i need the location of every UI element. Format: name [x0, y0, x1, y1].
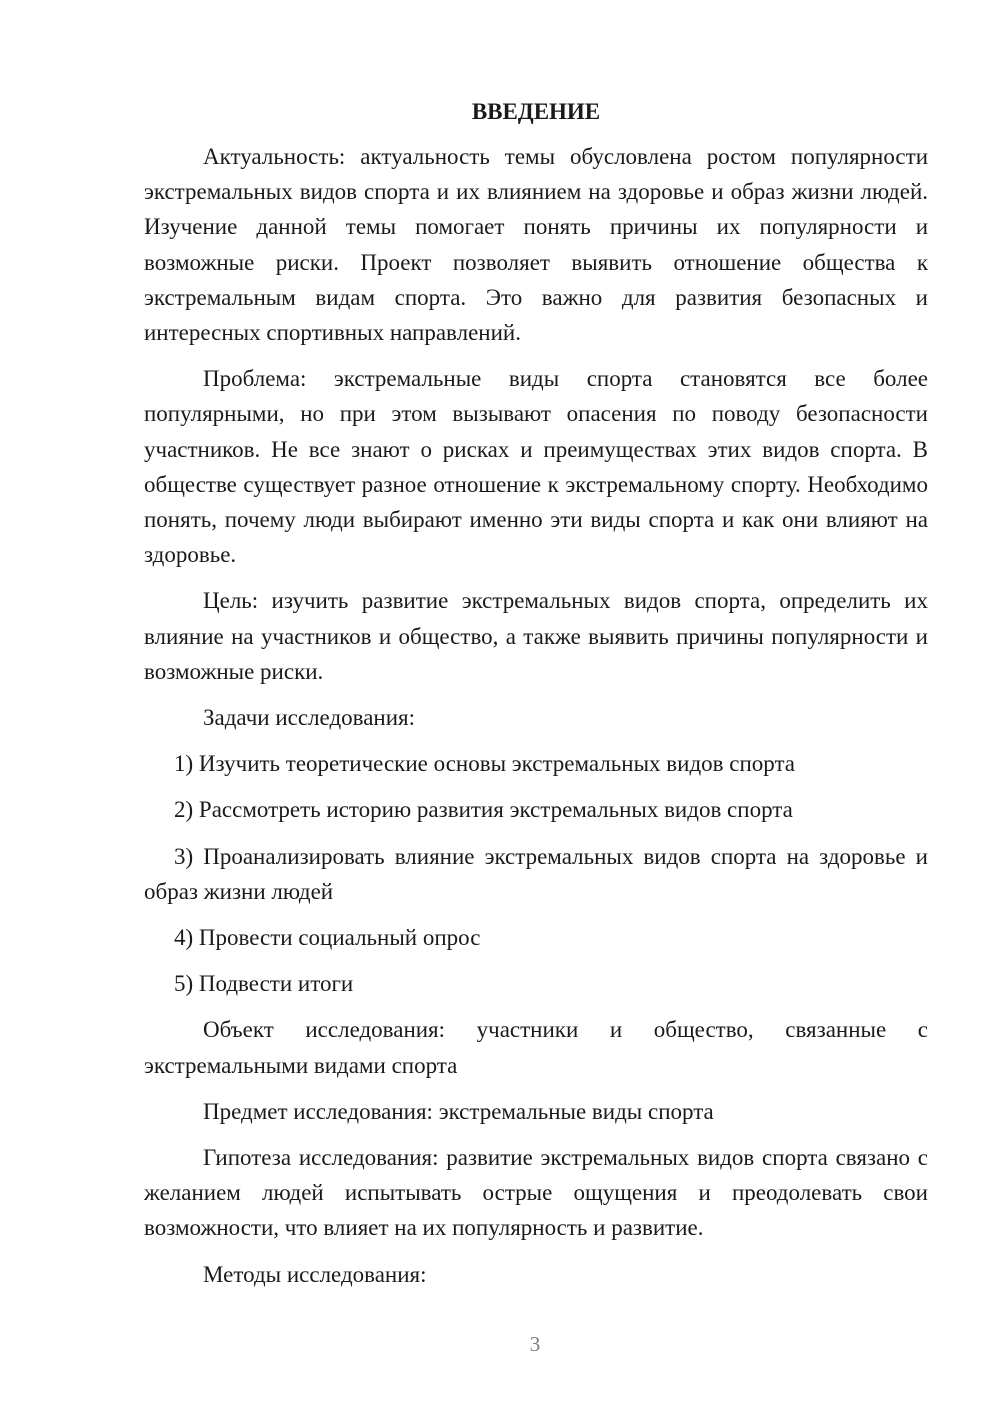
task-item: 2) Рассмотреть историю развития экстремальных видов спорта	[174, 797, 793, 823]
problem-paragraph: Проблема: экстремальные виды спорта становятся все более популярными, но при этом вызывают опасения по поводу безопасности участников. Не все знают о рисках и преимуществах этих видов спорта. В обществе существует разное отношение к экстремальному спорту. Необходимо понять, почему люди выбирают именно эти виды спорта и как они влияют на здоровье.	[144, 366, 928, 568]
methods-paragraph: Методы исследования:	[203, 1261, 427, 1287]
object-paragraph: Объект исследования: участники и общество, связанные с экстремальными видами спорта	[144, 1017, 928, 1078]
task-item: 1) Изучить теоретические основы экстремальных видов спорта	[174, 751, 796, 777]
relevance-paragraph: Актуальность: актуальность темы обусловлена ростом популярности экстремальных видов спорта и их влиянием на здоровье и образ жизни людей. Изучение данной темы помогает понять причины их популярности и возможные риски. Проект позволяет выявить отношение общества к экстремальным видам спорта. Это важно для развития безопасных и интересных спортивных направлений.	[144, 144, 928, 346]
tasks-title: Задачи исследования:	[203, 705, 416, 731]
task-item: 4) Провести социальный опрос	[174, 925, 481, 951]
task-item: 3) Проанализировать влияние экстремальных видов спорта на здоровье и образ жизни людей	[144, 843, 928, 904]
section-heading: ВВЕДЕНИЕ	[471, 99, 601, 124]
hypothesis-paragraph: Гипотеза исследования: развитие экстремальных видов спорта связано с желанием людей испытывать острые ощущения и преодолевать свои возможности, что влияет на их популярность и развитие.	[144, 1145, 928, 1241]
page-content	[144, 94, 928, 1303]
subject-paragraph: Предмет исследования: экстремальные виды спорта	[203, 1098, 714, 1124]
task-item: 5) Подвести итоги	[174, 971, 354, 997]
goal-paragraph: Цель: изучить развитие экстремальных видов спорта, определить их влияние на участников и общество, а также выявить причины популярности и возможные риски.	[144, 588, 928, 684]
page-number: 3	[529, 1332, 541, 1356]
